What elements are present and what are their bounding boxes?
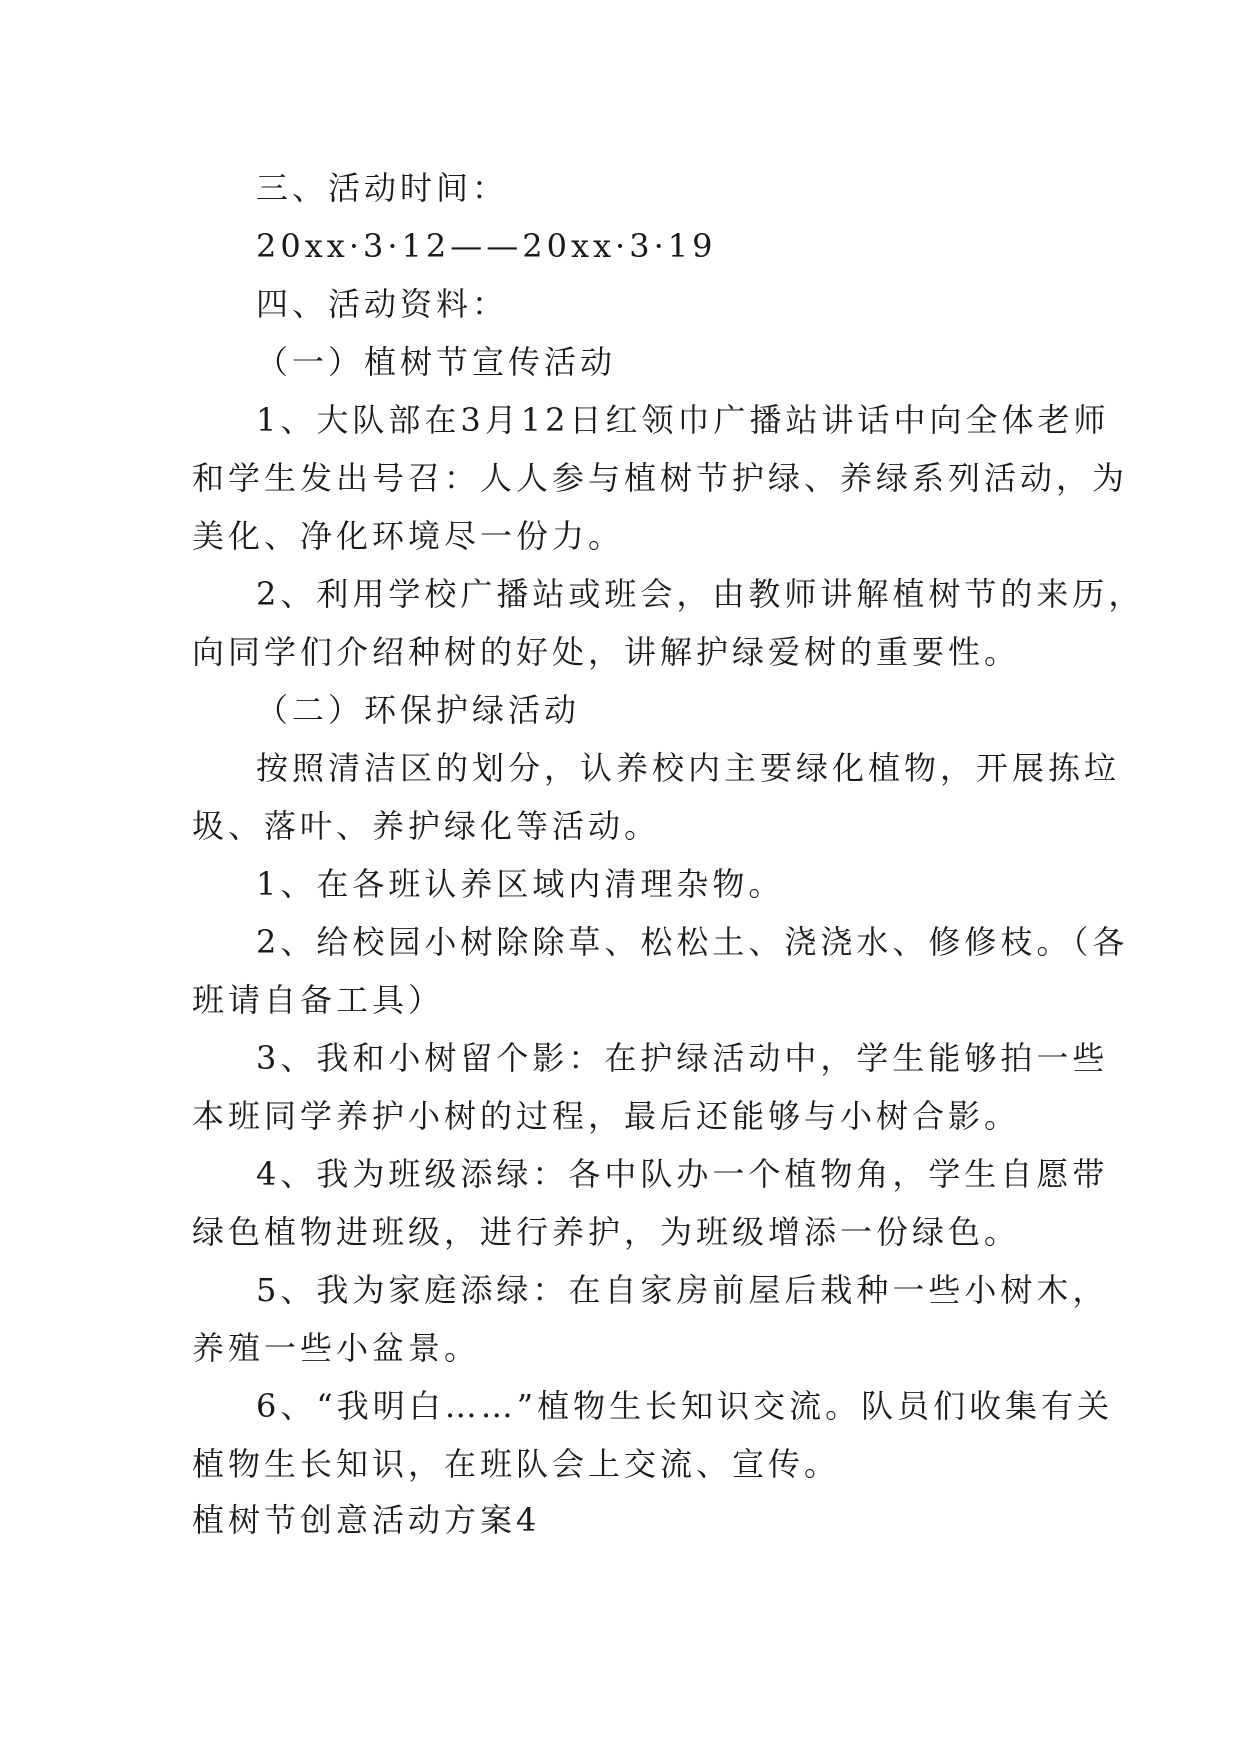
- paragraph-line: 和学生发出号召：人人参与植树节护绿、养绿系列活动，为: [192, 459, 1129, 497]
- document-title-next-section: 植树节创意活动方案4: [192, 1501, 541, 1539]
- paragraph-line: 1、大队部在3月12日红领巾广播站讲话中向全体老师: [256, 401, 1110, 439]
- paragraph-line: 绿色植物进班级，进行养护，为班级增添一份绿色。: [192, 1213, 1021, 1251]
- subsection-heading-promotion: （一）植树节宣传活动: [256, 343, 617, 381]
- paragraph-line: 按照清洁区的划分，认养校内主要绿化植物，开展拣垃: [256, 749, 1121, 787]
- paragraph-line: 班请自备工具）: [192, 981, 445, 1019]
- paragraph-line: 美化、净化环境尽一份力。: [192, 517, 625, 555]
- section-heading-content: 四、活动资料：: [256, 285, 509, 323]
- date-range: 20xx·3·12——20xx·3·19: [256, 227, 717, 265]
- paragraph-line: 植物生长知识，在班队会上交流、宣传。: [192, 1445, 841, 1483]
- paragraph-line: 圾、落叶、养护绿化等活动。: [192, 807, 661, 845]
- subsection-heading-greening: （二）环保护绿活动: [256, 691, 581, 729]
- paragraph-line: 5、我为家庭添绿：在自家房前屋后栽种一些小树木，: [256, 1271, 1109, 1309]
- paragraph-line: 向同学们介绍种树的好处，讲解护绿爱树的重要性。: [192, 633, 1021, 671]
- paragraph-line: 本班同学养护小树的过程，最后还能够与小树合影。: [192, 1097, 1021, 1135]
- paragraph-line: 6、“我明白……”植物生长知识交流。队员们收集有关: [256, 1387, 1114, 1425]
- paragraph-line: 2、利用学校广播站或班会，由教师讲解植树节的来历，: [256, 575, 1145, 613]
- paragraph-line: 3、我和小树留个影：在护绿活动中，学生能够拍一些: [256, 1039, 1109, 1077]
- paragraph-line: 2、给校园小树除除草、松松土、浇浇水、修修枝。（各: [256, 923, 1129, 961]
- paragraph-line: 养殖一些小盆景。: [192, 1329, 481, 1367]
- paragraph-line: 1、在各班认养区域内清理杂物。: [256, 865, 785, 903]
- section-heading-time: 三、活动时间：: [256, 169, 509, 207]
- paragraph-line: 4、我为班级添绿：各中队办一个植物角，学生自愿带: [256, 1155, 1109, 1193]
